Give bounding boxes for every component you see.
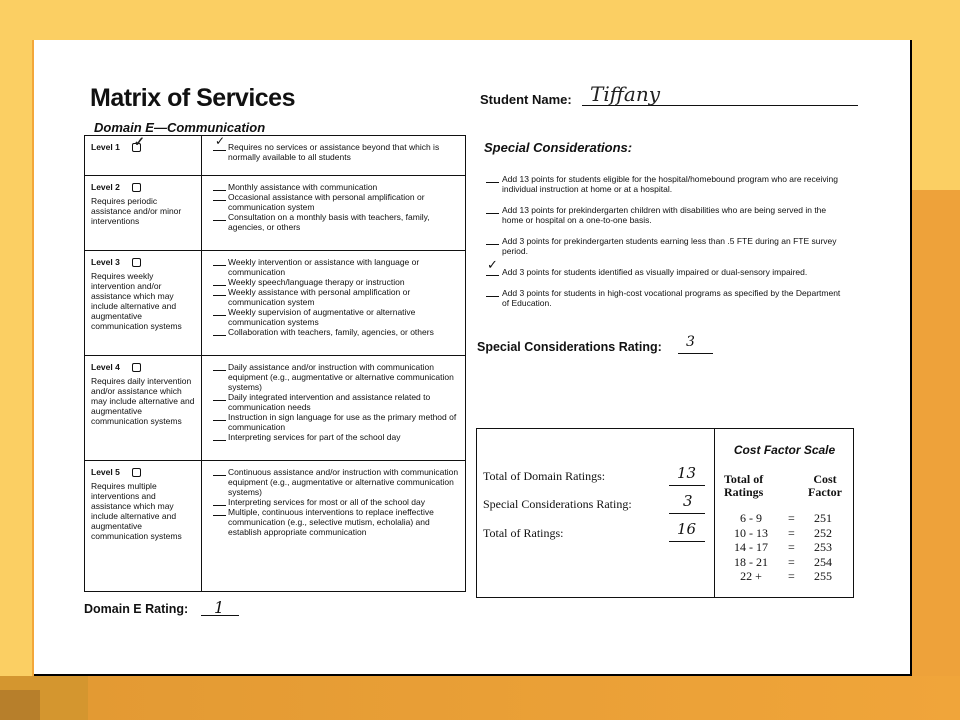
cost-factor-col-ratings: Total of Ratings [724,472,764,499]
level-row [85,356,465,461]
level-cell [85,251,202,355]
service-checkmark-blank[interactable] [213,212,226,221]
service-item [213,467,460,497]
level-services [203,136,465,175]
special-considerations-rating-value: 3 [686,334,695,350]
service-checkmark-blank[interactable] [213,287,226,296]
cost-factor-range: 22 + [740,569,762,583]
total-ratings-value: 16 [677,520,697,538]
cost-factor-range: 10 - 13 [734,525,768,540]
service-checkmark-blank[interactable] [213,182,226,191]
service-text: Daily integrated intervention and assistance related to communication needs [228,392,431,412]
cost-factor-col-factor: Cost Factor [808,472,842,499]
slide-background-corner-dark [0,690,40,720]
service-checkmark-blank[interactable] [213,192,226,201]
level-header [91,362,195,372]
cost-factor-range: 18 - 21 [734,554,768,569]
service-text: Consultation on a monthly basis with teachers, family, agencies, or others [228,212,430,232]
service-checkmark-blank[interactable] [213,307,226,316]
special-considerations-list [486,174,846,319]
cost-factor-range: 14 - 17 [734,540,768,554]
special-consideration-checkmark-blank[interactable] [486,288,499,297]
service-checkmark-blank[interactable] [213,277,226,286]
service-checkmark-blank[interactable] [213,142,226,151]
special-consideration-checkmark-blank[interactable] [486,267,499,276]
cost-factor-value: 251 [814,511,832,525]
scanned-form [34,40,912,676]
slide-background-right [912,40,960,190]
slide-background-bottom [0,676,960,720]
service-text: Multiple, continuous interventions to replace ineffective communication (e.g., selective mutism, echolalia) and establish appropriate communication [228,507,434,537]
cost-factor-value: 254 [814,554,832,569]
level-row [85,461,465,591]
service-text: Daily assistance and/or instruction with communication equipment (e.g., augmentative or alternative communication systems) [228,362,454,392]
service-item [213,412,460,432]
service-checkmark-blank[interactable] [213,257,226,266]
service-item [213,182,460,192]
service-text: Requires no services or assistance beyond that which is normally available to all students [228,142,440,162]
service-item [213,507,460,537]
service-item [213,192,460,212]
special-consideration-text: Add 3 points for students identified as visually impaired or dual-sensory impaired. [502,267,808,277]
cost-factor-scale-heading: Cost Factor Scale [733,443,836,457]
special-rating-line [669,513,705,514]
service-text: Interpreting services for part of the school day [228,432,401,442]
level-label: Level 4 [91,362,120,372]
service-checkmark-blank[interactable] [213,392,226,401]
service-item [213,287,460,307]
cost-factor-value: 253 [814,540,832,554]
service-text: Continuous assistance and/or instruction with communication equipment (e.g., augmentative or alternative communication systems) [228,467,459,497]
level-description: Requires periodic assistance and/or minor interventions [91,196,182,226]
level-label: Level 1 [91,142,120,152]
service-item [213,432,460,442]
student-name-value: Tiffany [590,82,661,106]
total-ratings-line [669,541,705,542]
level-services [203,251,465,355]
service-checkmark-blank[interactable] [213,362,226,371]
special-consideration-text: Add 3 points for prekindergarten students earning less than .5 FTE during an FTE survey period. [502,236,837,256]
level-label: Level 2 [91,182,120,192]
service-checkmark-blank[interactable] [213,507,226,516]
special-consideration-text: Add 13 points for prekindergarten children with disabilities who are being served in the home or hospital on a one-to-one basis. [502,205,827,225]
service-item [213,307,460,327]
level-services [203,176,465,250]
level-cell [85,136,202,175]
service-checkmark-blank[interactable] [213,327,226,336]
level-services [203,356,465,460]
service-item [213,142,460,162]
totals-panel [477,429,715,597]
domain-rating-label: Domain E Rating: [84,602,189,616]
special-rating-label: Special Considerations Rating: [483,497,632,511]
level-header [91,257,195,267]
special-consideration-checkmark-blank[interactable] [486,205,499,214]
special-consideration-item [486,267,846,277]
total-domain-ratings-line [669,485,705,486]
service-text: Instruction in sign language for use as the primary method of communication [228,412,457,432]
service-item [213,257,460,277]
service-item [213,362,460,392]
service-text: Interpreting services for most or all of the school day [228,497,426,507]
special-consideration-item [486,288,846,308]
service-item [213,497,460,507]
level-row [85,251,465,356]
slide-background-top [0,0,960,40]
level-description: Requires multiple interventions and assistance which may include alternative and augmentative communication systems [91,481,182,541]
total-domain-ratings-value: 13 [677,464,697,482]
domain-level-table [84,135,466,592]
cost-factor-scale [716,429,853,597]
form-title: Matrix of Services [90,84,295,112]
service-text: Monthly assistance with communication [228,182,378,192]
level-label: Level 3 [91,257,120,267]
service-text: Weekly assistance with personal amplification or communication system [228,287,411,307]
domain-rating-value: 1 [214,598,225,617]
slide-background-right-lower [912,190,960,720]
cost-factor-equals: = [788,511,795,525]
student-name-label: Student Name: [480,92,572,107]
service-text: Weekly intervention or assistance with language or communication [228,257,420,277]
cost-factor-equals: = [788,569,795,583]
service-text: Weekly speech/language therapy or instruction [228,277,405,287]
level-checkbox[interactable] [132,258,141,267]
cost-factor-range: 6 - 9 [740,511,762,525]
totals-box [476,428,854,598]
domain-heading: Domain E—Communication [94,120,266,135]
level-header [91,142,195,152]
special-consideration-item [486,174,846,194]
service-checkmark-blank[interactable] [213,432,226,441]
cost-factor-value: 255 [814,569,832,583]
service-item [213,327,460,337]
level-description: Requires daily intervention and/or assistance which may include alternative and augmentative communication systems [91,376,195,426]
special-considerations-rating-line [678,353,713,354]
service-checkmark-blank[interactable] [213,467,226,476]
special-consideration-item [486,236,846,256]
service-item [213,212,460,232]
service-checkmark-blank[interactable] [213,412,226,421]
special-rating-value: 3 [683,492,693,510]
service-text: Collaboration with teachers, family, agencies, or others [228,327,434,337]
special-considerations-rating-label: Special Considerations Rating: [477,340,662,354]
service-text: Weekly supervision of augmentative or alternative communication systems [228,307,416,327]
service-item [213,277,460,287]
level-services [203,461,465,591]
level-row [85,136,465,176]
level-description: Requires weekly intervention and/or assistance which may include alternative and augmentative communication systems [91,271,182,331]
cost-factor-equals: = [788,554,795,569]
service-item [213,392,460,412]
slide-background-left [0,40,32,680]
special-consideration-text: Add 3 points for students in high-cost vocational programs as specified by the Department of Education. [502,288,841,308]
cost-factor-equals: = [788,540,795,554]
level-label: Level 5 [91,467,120,477]
level-cell [85,461,202,591]
level-header [91,467,195,477]
special-consideration-checkmark-blank[interactable] [486,174,499,183]
level-row [85,176,465,251]
level-cell [85,356,202,460]
level-checkbox[interactable] [132,363,141,372]
total-domain-ratings-label: Total of Domain Ratings: [483,469,606,483]
cost-factor-value: 252 [814,525,832,540]
level-cell [85,176,202,250]
special-consideration-text: Add 13 points for students eligible for the hospital/homebound program who are receiving individual instruction at home or at a hospital. [502,174,838,194]
special-consideration-checkmark-blank[interactable] [486,236,499,245]
special-consideration-item [486,205,846,225]
level-checkbox[interactable] [132,183,141,192]
special-considerations-heading: Special Considerations: [484,140,633,155]
level-checkbox[interactable] [132,468,141,477]
level-checkbox[interactable] [132,143,141,152]
level-header [91,182,195,192]
total-ratings-label: Total of Ratings: [483,526,564,540]
cost-factor-equals: = [788,525,795,540]
service-checkmark-blank[interactable] [213,497,226,506]
service-text: Occasional assistance with personal amplification or communication system [228,192,425,212]
